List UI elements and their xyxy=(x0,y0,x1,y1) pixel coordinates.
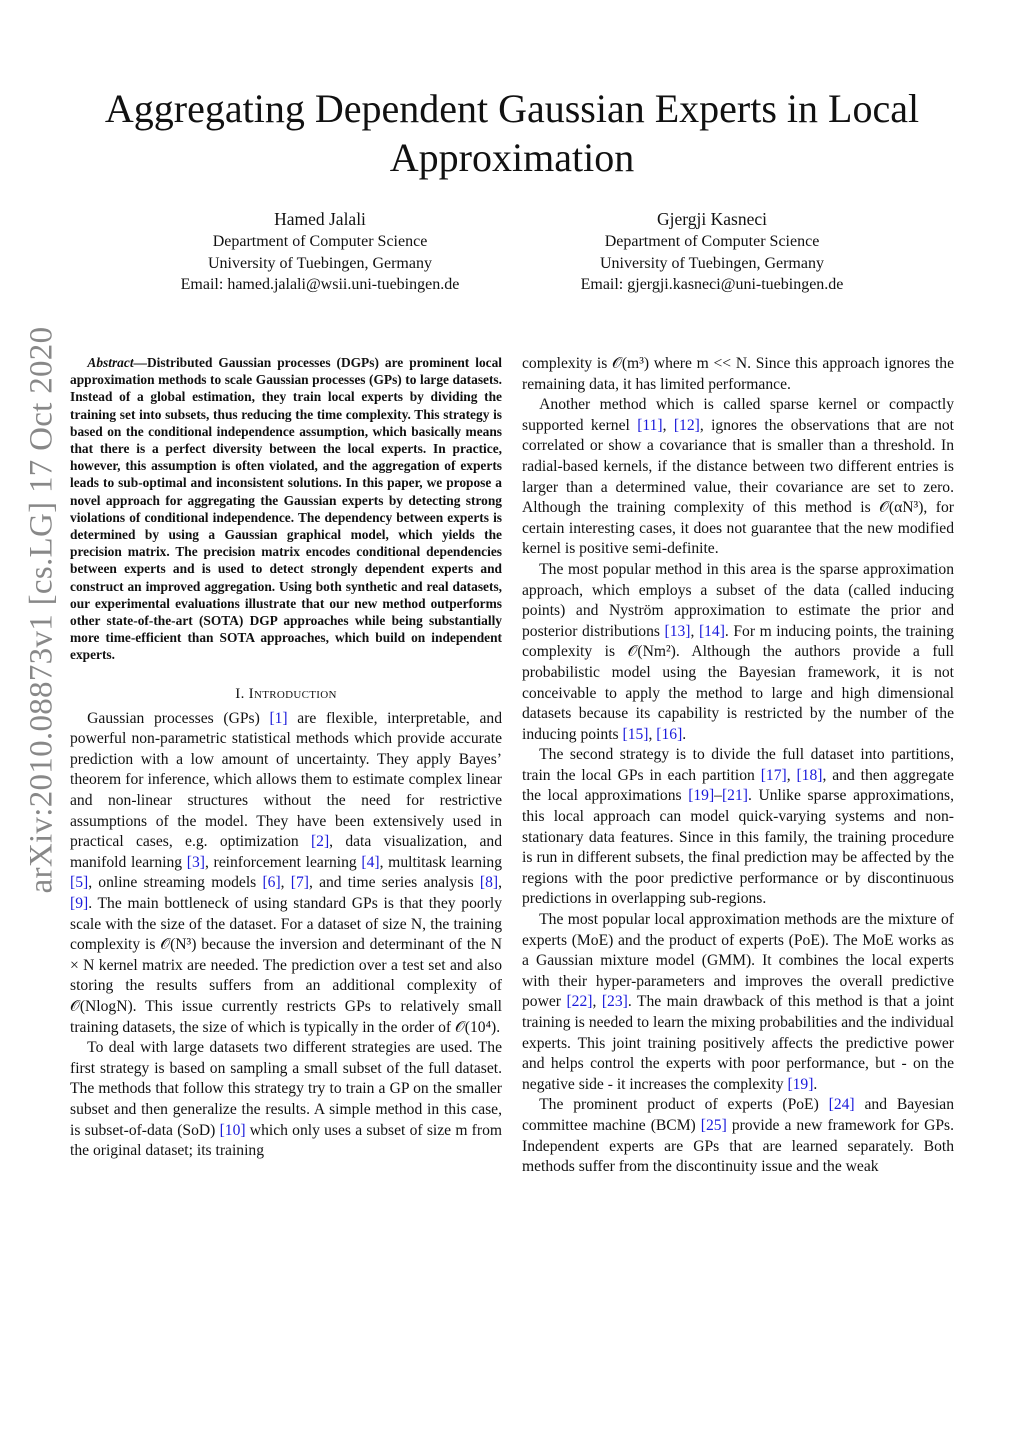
citation-link[interactable]: [1] xyxy=(269,709,288,727)
paragraph: To deal with large datasets two different strategies are used. The first strategy is based on sampling a small subset of the full dataset. The methods that follow this strategy try to train a GP on the smaller subset and then generalize the results. A simple method in this case, is subset-of-data (SoD) [10] which only uses a subset of size m from the original dataset; its training xyxy=(70,1039,502,1160)
citation-link[interactable]: [16] xyxy=(656,725,683,743)
paragraph: The second strategy is to divide the full dataset into partitions, train the local GPs in each partition [17], [18], and then aggregate the local approximations [19]–[21]. Unlike sparse approximations, this local approach can model quick-varying systems and non-stationary data features. Since in this family, the training procedure is run in different subsets, the final prediction may be affected by the regions with the poor predictive performance or by discontinuous predictions in overlapping sub-regions. xyxy=(522,746,955,908)
author-univ: University of Tuebingen, Germany xyxy=(208,254,432,272)
author-block-1 xyxy=(140,207,500,296)
author-dept: Department of Computer Science xyxy=(604,233,820,250)
citation-link[interactable]: [8] xyxy=(479,874,499,892)
paragraph: Gaussian processes (GPs) [1] are flexible, interpretable, and powerful non-parametric statistical methods which provide accurate prediction with a low amount of uncertainty. They apply Bayes’ theorem for inference, which allows them to estimate complex linear and non-linear structures without the need for restrictive assumptions of the model. They have been extensively used in practical cases, e.g. optimization [2], data visualization, and manifold learning [3], reinforcement learning [4], multitask learning [5], online streaming models [6], [7], and time series analysis [8], [9]. The main bottleneck of using standard GPs is that they poorly scale with the size of the dataset. For a dataset of size N, the training complexity is 𝒪(N³) because the inversion and determinant of the N × N kernel matrix are needed. The prediction over a test set and also storing the results suffers from an additional complexity of 𝒪(NlogN). This issue currently restricts GPs to relatively small training datasets, the size of which is typically in the order of 𝒪(10⁴). xyxy=(70,709,503,1036)
citation-link[interactable]: [23] xyxy=(601,993,628,1011)
author-block-2 xyxy=(532,207,892,296)
author-dept: Department of Computer Science xyxy=(212,233,428,250)
abstract-label: Abstract xyxy=(87,355,134,370)
author-email: Email: gjergji.kasneci@uni-tuebingen.de xyxy=(580,276,844,293)
citation-link[interactable]: [6] xyxy=(262,874,281,892)
citation-link[interactable]: [9] xyxy=(70,895,89,912)
citation-link[interactable]: [5] xyxy=(70,874,89,892)
citation-link[interactable]: [25] xyxy=(700,1116,727,1134)
citation-link[interactable]: [2] xyxy=(310,833,330,851)
citation-link[interactable]: [12] xyxy=(673,416,700,434)
citation-link[interactable]: [7] xyxy=(290,874,309,892)
paragraph: Another method which is called sparse kernel or compactly supported kernel [11], [12], ignores the observations that are not correlated or show a covariance that is smaller than a threshold. In radial-based kernels, if the distance between two different entries is larger than a determined value, their covariance are set to zero. Although the training complexity of this method is 𝒪(αN³), for certain interesting cases, it does not guarantee that the new modified kernel is positive semi-definite. xyxy=(522,396,955,558)
left-column xyxy=(70,354,502,1162)
citation-link[interactable]: [15] xyxy=(622,725,649,743)
paragraph: complexity is 𝒪(m³) where m << N. Since this approach ignores the remaining data, it has limited performance. xyxy=(522,355,954,393)
abstract-text: —Distributed Gaussian processes (DGPs) are prominent local approximation methods to scale Gaussian processes (GPs) to large datasets. Instead of a global estimation, they train local experts by dividing the training set into subsets, thus reducing the time complexity. This strategy is based on the conditional independence assumption, which basically means that there is a perfect diversity between the local experts. In practice, however, this assumption is often violated, and the aggregation of experts leads to sub-optimal and inconsistent solutions. In this paper, we propose a novel approach for aggregating the Gaussian experts by detecting strong violations of conditional independence. The dependency between experts is determined by using a Gaussian graphical model, which yields the precision matrix. The precision matrix encodes conditional dependencies between experts and is used to detect strongly dependent experts and construct an improved aggregation. Using both synthetic and real datasets, our experimental evaluations illustrate that our new method outperforms other state-of-the-art (SOTA) DGP approaches while being substantially more time-efficient than SOTA approaches, which build on independent experts. xyxy=(70,355,502,663)
citation-link[interactable]: [11] xyxy=(637,416,663,434)
citation-link[interactable]: [13] xyxy=(664,622,691,640)
section-heading: I. Introduction xyxy=(235,685,337,702)
author-univ: University of Tuebingen, Germany xyxy=(600,254,824,272)
citation-link[interactable]: [22] xyxy=(566,993,593,1011)
arxiv-stamp: arXiv:2010.08873v1 [cs.LG] 17 Oct 2020 xyxy=(23,326,60,894)
author-email: Email: hamed.jalali@wsii.uni-tuebingen.de xyxy=(180,276,460,293)
citation-link[interactable]: [3] xyxy=(186,853,205,871)
author-name: Gjergji Kasneci xyxy=(657,209,767,229)
citation-link[interactable]: [21] xyxy=(721,787,748,805)
abstract xyxy=(70,354,502,664)
citation-link[interactable]: [17] xyxy=(760,766,787,784)
paragraph: The prominent product of experts (PoE) [24] and Bayesian committee machine (BCM) [25] provide a new framework for GPs. Independent experts are GPs that are learned separately. Both methods suffer from the discontinuity issue and the weak xyxy=(522,1096,954,1176)
right-column xyxy=(522,354,954,1178)
citation-link[interactable]: [19] xyxy=(688,787,715,805)
citation-link[interactable]: [14] xyxy=(698,622,725,640)
citation-link[interactable]: [4] xyxy=(361,853,380,871)
author-name: Hamed Jalali xyxy=(274,209,366,229)
paragraph: The most popular method in this area is the sparse approximation approach, which employs a subset of the data (called inducing points) and Nyström approximation to estimate the prior and posterior distributions [13], [14]. For m inducing points, the training complexity is 𝒪(Nm²). Although the authors provide a full probabilistic model using the Bayesian framework, it is not conceivable to apply the method to large and high dimensional datasets because its capability is restricted by the number of the inducing points [15], [16]. xyxy=(522,560,955,743)
citation-link[interactable]: [24] xyxy=(828,1096,855,1114)
citation-link[interactable]: [19] xyxy=(787,1075,814,1093)
paper-title: Aggregating Dependent Gaussian Experts in Local Approximation xyxy=(104,86,920,180)
citation-link[interactable]: [18] xyxy=(796,766,823,784)
citation-link[interactable]: [10] xyxy=(219,1121,246,1139)
paragraph: The most popular local approximation methods are the mixture of experts (MoE) and the product of experts (PoE). The MoE works as a Gaussian mixture model (GMM). It combines the local experts with their hyper-parameters and improves the overall predictive power [22], [23]. The main drawback of this method is that a joint training is needed to learn the mixing probabilities and the individual experts. This joint training positively affects the predictive power and helps control the experts with poor performance, but - on the negative side - it increases the complexity [19]. xyxy=(522,911,954,1093)
